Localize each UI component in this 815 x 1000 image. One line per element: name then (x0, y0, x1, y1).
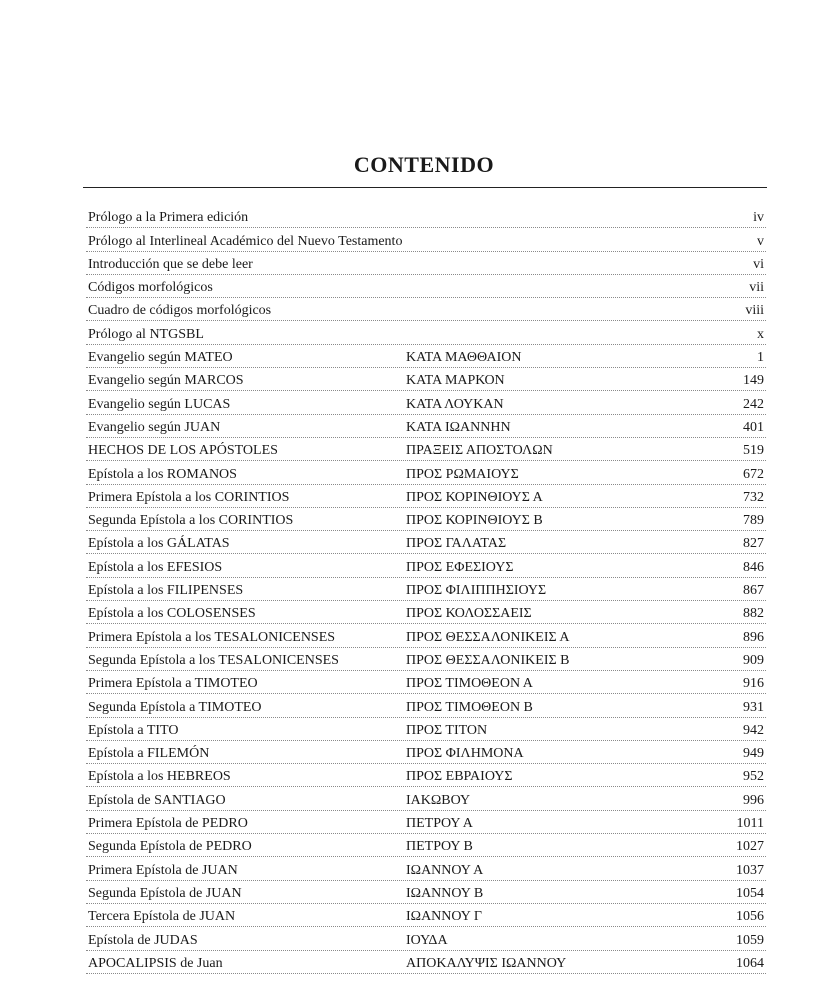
toc-entry-spanish-title: Epístola a los ROMANOS (88, 466, 237, 482)
toc-entry-spanish-title: APOCALIPSIS de Juan (88, 955, 223, 971)
toc-entry (86, 741, 766, 764)
toc-entry-page-number: vii (749, 280, 764, 296)
toc-entry-page-number: 867 (743, 583, 764, 599)
toc-entry (86, 857, 766, 880)
toc-entry (86, 648, 766, 671)
toc-entry (86, 415, 766, 438)
toc-entry-page-number: 519 (743, 443, 764, 459)
toc-entry (86, 764, 766, 787)
toc-entry-greek-title: ΠΡΟΣ ΦΙΛΗΜΟΝΑ (406, 746, 524, 762)
toc-entry-page-number: 789 (743, 513, 764, 529)
toc-entry (86, 368, 766, 391)
toc-entry-page-number: 401 (743, 419, 764, 435)
toc-entry-page-number: iv (753, 210, 764, 226)
toc-entry-greek-title: ΠΡΟΣ ΚΟΛΟΣΣΑΕΙΣ (406, 606, 532, 622)
toc-entry-page-number: 916 (743, 676, 764, 692)
toc-entry-greek-title: ΠΕΤΡΟΥ Α (406, 816, 473, 832)
toc-entry-spanish-title: Evangelio según MARCOS (88, 373, 244, 389)
toc-entry (86, 718, 766, 741)
toc-entry-page-number: 931 (743, 699, 764, 715)
toc-entry-page-number: 149 (743, 373, 764, 389)
toc-entry-spanish-title: Evangelio según LUCAS (88, 396, 231, 412)
page-title: CONTENIDO (353, 152, 495, 177)
toc-entry-spanish-title: Primera Epístola de JUAN (88, 862, 238, 878)
toc-entry (86, 624, 766, 647)
toc-entry (86, 391, 766, 414)
toc-entry-spanish-title: Epístola a los FILIPENSES (88, 583, 244, 599)
toc-entry-page-number: x (757, 326, 764, 342)
toc-entry-greek-title: ΙΩΑΝΝΟΥ Γ (406, 909, 482, 925)
toc-entry-spanish-title: Prólogo al NTGSBL (88, 326, 204, 342)
toc-entry-spanish-title: Segunda Epístola de PEDRO (88, 839, 252, 855)
toc-entry-spanish-title: Epístola a FILEMÓN (88, 746, 210, 762)
toc-entry-spanish-title: HECHOS DE LOS APÓSTOLES (88, 443, 278, 459)
toc-entry-greek-title: ΠΡΟΣ ΤΙΜΟΘΕΟΝ Β (406, 699, 533, 715)
toc-entry-greek-title: ΠΡΟΣ ΕΦΕΣΙΟΥΣ (406, 559, 514, 575)
toc-entry (86, 578, 766, 601)
toc-entry-greek-title: ΠΡΟΣ ΚΟΡΙΝΘΙΟΥΣ Α (406, 489, 543, 505)
toc-entry (86, 671, 766, 694)
toc-entry-page-number: 909 (743, 652, 764, 668)
toc-entry-spanish-title: Evangelio según MATEO (88, 350, 233, 366)
toc-entry-greek-title: ΠΡΟΣ ΡΩΜΑΙΟΥΣ (406, 466, 519, 482)
toc-entry (86, 298, 766, 321)
toc-entry-greek-title: ΚΑΤΑ ΙΩΑΝΝΗΝ (406, 419, 511, 435)
toc-entry-spanish-title: Segunda Epístola de JUAN (88, 885, 242, 901)
toc-entry-spanish-title: Prólogo al Interlineal Académico del Nuevo Testamento (88, 233, 403, 249)
toc-entry-greek-title: ΙΟΥΔΑ (406, 932, 448, 948)
toc-entry-page-number: vi (753, 256, 764, 272)
toc-entry-page-number: viii (745, 303, 764, 319)
toc-entry-page-number: 827 (743, 536, 764, 552)
toc-entry-page-number: 942 (743, 722, 764, 738)
toc-entry-greek-title: ΙΑΚΩΒΟΥ (406, 792, 471, 808)
toc-entry-spanish-title: Prólogo a la Primera edición (88, 210, 249, 226)
toc-entry-spanish-title: Epístola a TITO (88, 722, 179, 738)
toc-entry (86, 205, 766, 228)
toc-entry (86, 904, 766, 927)
toc-entry-page-number: 672 (743, 466, 764, 482)
toc-entry-greek-title: ΠΡΟΣ ΘΕΣΣΑΛΟΝΙΚΕΙΣ Α (406, 629, 570, 645)
toc-entry-spanish-title: Tercera Epístola de JUAN (88, 909, 236, 925)
toc-entry-greek-title: ΠΡΟΣ ΤΙΜΟΘΕΟΝ Α (406, 676, 533, 692)
toc-entry-greek-title: ΠΕΤΡΟΥ Β (406, 839, 473, 855)
toc-entry (86, 438, 766, 461)
toc-entry (86, 228, 766, 251)
toc-entry-page-number: 949 (743, 746, 764, 762)
toc-entry-page-number: 1064 (736, 955, 764, 971)
toc-entry-page-number: 996 (743, 792, 764, 808)
toc-entry-spanish-title: Segunda Epístola a los CORINTIOS (88, 513, 294, 529)
toc-entry-spanish-title: Epístola a los HEBREOS (88, 769, 231, 785)
toc-entry-page-number: 896 (743, 629, 764, 645)
toc-entry (86, 554, 766, 577)
toc-entry (86, 951, 766, 974)
toc-entry (86, 508, 766, 531)
toc-entry-greek-title: ΠΡΟΣ ΘΕΣΣΑΛΟΝΙΚΕΙΣ Β (406, 652, 570, 668)
toc-entry-greek-title: ΑΠΟΚΑΛΥΨΙΣ ΙΩΑΝΝΟΥ (406, 955, 567, 971)
toc-entry-greek-title: ΠΡΟΣ ΚΟΡΙΝΘΙΟΥΣ Β (406, 513, 543, 529)
toc-entry-page-number: v (757, 233, 764, 249)
toc-entry-greek-title: ΠΡΟΣ ΦΙΛΙΠΠΗΣΙΟΥΣ (406, 583, 547, 599)
toc-entry-spanish-title: Epístola a los COLOSENSES (88, 606, 256, 622)
toc-entry (86, 601, 766, 624)
toc-entry-spanish-title: Introducción que se debe leer (88, 256, 253, 272)
toc-entry-greek-title: ΠΡΟΣ ΤΙΤΟΝ (406, 722, 488, 738)
toc-entry-spanish-title: Epístola a los GÁLATAS (88, 536, 230, 552)
toc-entry-greek-title: ΚΑΤΑ ΜΑΡΚΟΝ (406, 373, 505, 389)
toc-entry-page-number: 1056 (736, 909, 764, 925)
toc-entry-page-number: 1027 (736, 839, 764, 855)
toc-entry-greek-title: ΠΡΟΣ ΓΑΛΑΤΑΣ (406, 536, 507, 552)
toc-entry (86, 531, 766, 554)
toc-entry-page-number: 882 (743, 606, 764, 622)
toc-entry (86, 834, 766, 857)
toc-entry-spanish-title: Primera Epístola de PEDRO (88, 816, 248, 832)
toc-entry (86, 275, 766, 298)
toc-entry-page-number: 1037 (736, 862, 764, 878)
toc-entry-greek-title: ΠΡΟΣ ΕΒΡΑΙΟΥΣ (406, 769, 513, 785)
toc-entry-greek-title: ΚΑΤΑ ΛΟΥΚΑΝ (406, 396, 504, 412)
toc-entry-spanish-title: Epístola de JUDAS (88, 932, 198, 948)
toc-entry-greek-title: ΠΡΑΞΕΙΣ ΑΠΟΣΤΟΛΩΝ (406, 443, 553, 459)
toc-entry (86, 345, 766, 368)
toc-entry-spanish-title: Epístola a los EFESIOS (88, 559, 223, 575)
toc-entry (86, 461, 766, 484)
toc-entry (86, 881, 766, 904)
toc-entry-spanish-title: Códigos morfológicos (88, 280, 213, 296)
title-divider (83, 187, 767, 188)
toc-entry-page-number: 242 (743, 396, 764, 412)
toc-entry-greek-title: ΙΩΑΝΝΟΥ Α (406, 862, 484, 878)
toc-entry-spanish-title: Segunda Epístola a los TESALONICENSES (88, 652, 339, 668)
table-of-contents (86, 205, 766, 974)
toc-entry-spanish-title: Primera Epístola a los TESALONICENSES (88, 629, 336, 645)
toc-entry-page-number: 1059 (736, 932, 764, 948)
toc-entry-greek-title: ΚΑΤΑ ΜΑΘΘΑΙΟΝ (406, 350, 522, 366)
toc-entry (86, 787, 766, 810)
toc-entry-spanish-title: Primera Epístola a los CORINTIOS (88, 489, 290, 505)
toc-entry-page-number: 732 (743, 489, 764, 505)
toc-entry (86, 811, 766, 834)
toc-entry-spanish-title: Cuadro de códigos morfológicos (88, 303, 272, 319)
toc-entry-spanish-title: Epístola de SANTIAGO (88, 792, 226, 808)
toc-entry-page-number: 1011 (736, 816, 764, 832)
toc-entry (86, 485, 766, 508)
toc-entry-page-number: 952 (743, 769, 764, 785)
toc-entry-page-number: 1 (757, 350, 764, 366)
toc-entry (86, 927, 766, 950)
toc-entry (86, 252, 766, 275)
toc-entry (86, 694, 766, 717)
toc-entry-spanish-title: Segunda Epístola a TIMOTEO (88, 699, 262, 715)
toc-entry (86, 321, 766, 344)
toc-entry-spanish-title: Primera Epístola a TIMOTEO (88, 676, 258, 692)
toc-entry-spanish-title: Evangelio según JUAN (88, 419, 221, 435)
toc-entry-greek-title: ΙΩΑΝΝΟΥ Β (406, 885, 484, 901)
toc-entry-page-number: 846 (743, 559, 764, 575)
toc-entry-page-number: 1054 (736, 885, 764, 901)
